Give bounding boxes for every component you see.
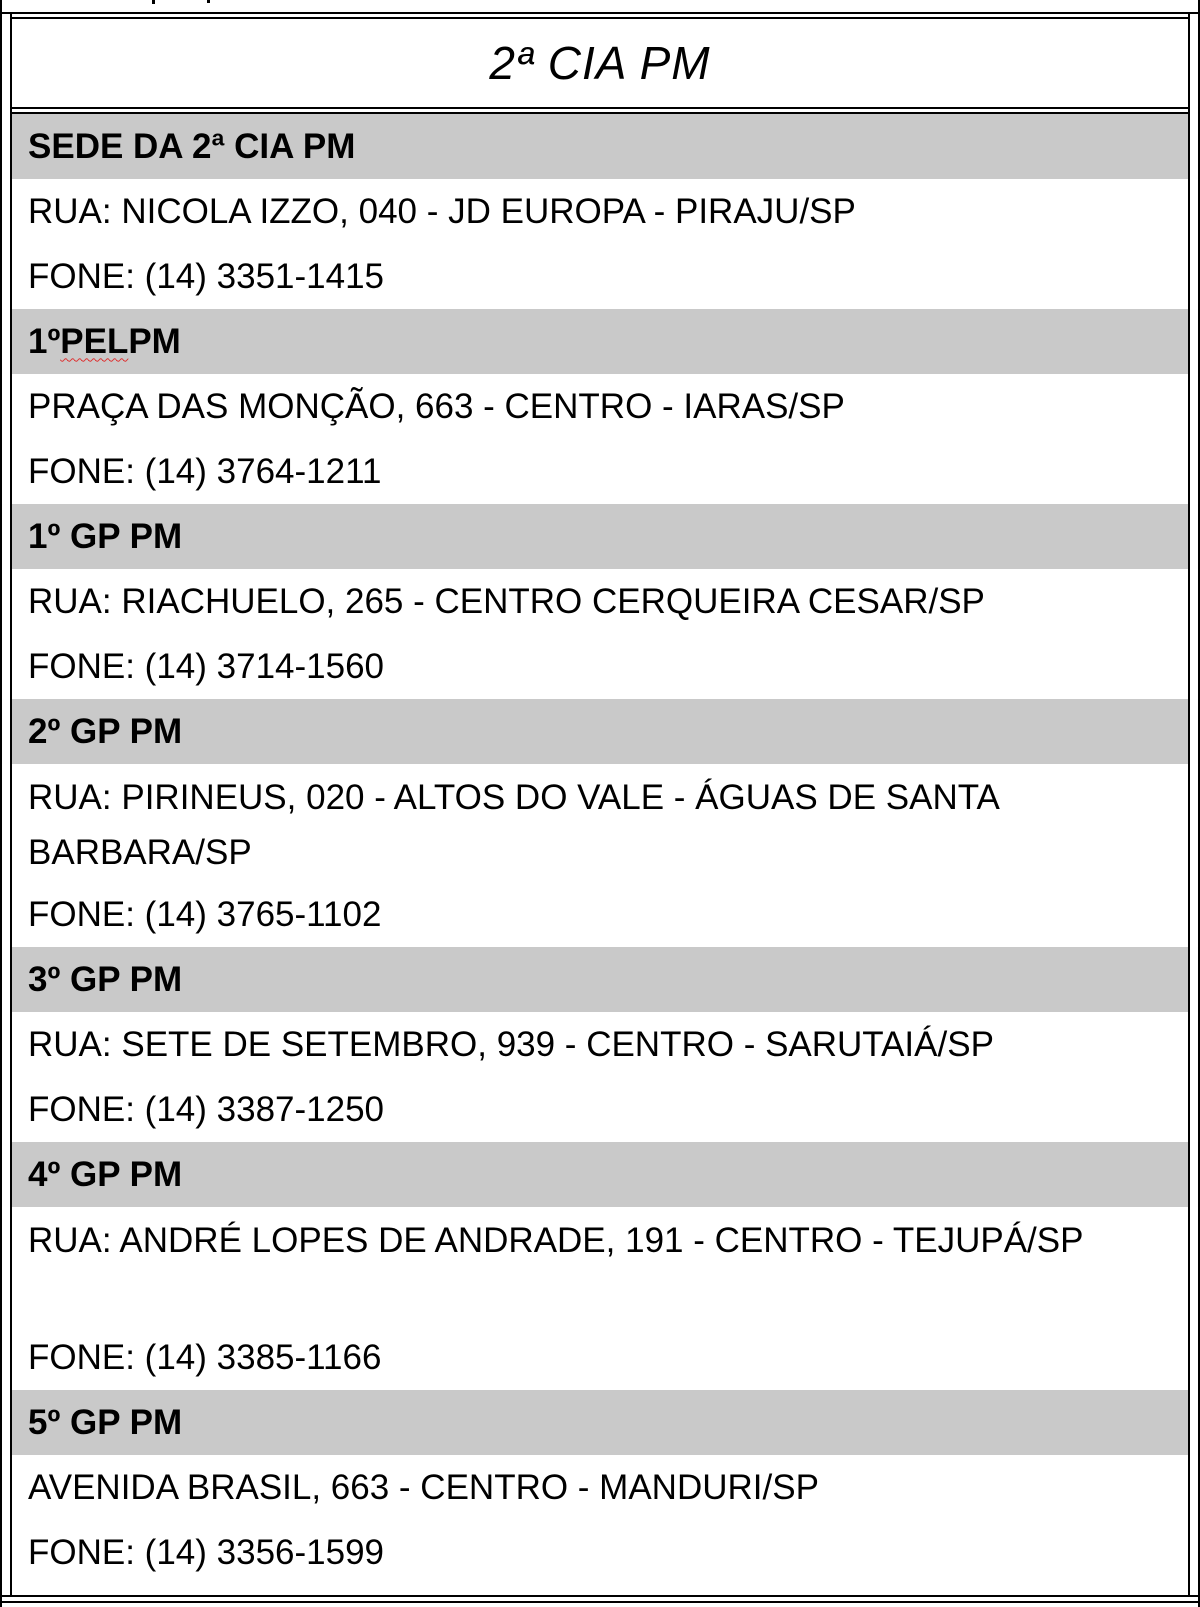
phone-line: FONE: (14) 3356-1599: [12, 1520, 1188, 1585]
section-heading: 4º GP PM: [12, 1142, 1188, 1207]
address-line: AVENIDA BRASIL, 663 - CENTRO - MANDURI/SP: [12, 1455, 1188, 1520]
bottom-border: [2, 1595, 1198, 1607]
top-table-remnant: [2, 0, 1198, 14]
border-line-right: [1188, 0, 1190, 1607]
phone-line: FONE: (14) 3351-1415: [12, 244, 1188, 309]
section-heading: 1º PEL PM: [12, 309, 1188, 374]
title-cell: [12, 17, 1188, 109]
address-line: PRAÇA DAS MONÇÃO, 663 - CENTRO - IARAS/SP: [12, 374, 1188, 439]
section-heading: SEDE DA 2ª CIA PM: [12, 114, 1188, 179]
contacts-table: [12, 112, 1188, 1585]
address-line: RUA: NICOLA IZZO, 040 - JD EUROPA - PIRAJU/SP: [12, 179, 1188, 244]
page-title: 2ª CIA PM: [489, 37, 711, 89]
section-heading: 1º GP PM: [12, 504, 1188, 569]
spellcheck-underline: PEL: [60, 321, 129, 361]
phone-line: FONE: (14) 3387-1250: [12, 1077, 1188, 1142]
address-line: RUA: RIACHUELO, 265 - CENTRO CERQUEIRA CESAR/SP: [12, 569, 1188, 634]
address-line: RUA: SETE DE SETEMBRO, 939 - CENTRO - SARUTAIÁ/SP: [12, 1012, 1188, 1077]
section-heading: 5º GP PM: [12, 1390, 1188, 1455]
section-heading: 2º GP PM: [12, 699, 1188, 764]
phone-line: FONE: (14) 3385-1166: [12, 1325, 1188, 1390]
phone-line: FONE: (14) 3765-1102: [12, 882, 1188, 947]
address-line: RUA: ANDRÉ LOPES DE ANDRADE, 191 - CENTRO - TEJUPÁ/SP: [12, 1207, 1188, 1325]
phone-line: FONE: (14) 3764-1211: [12, 439, 1188, 504]
section-heading: 3º GP PM: [12, 947, 1188, 1012]
phone-line: FONE: (14) 3714-1560: [12, 634, 1188, 699]
address-line: RUA: PIRINEUS, 020 - ALTOS DO VALE - ÁGUAS DE SANTA BARBARA/SP: [12, 764, 1188, 882]
